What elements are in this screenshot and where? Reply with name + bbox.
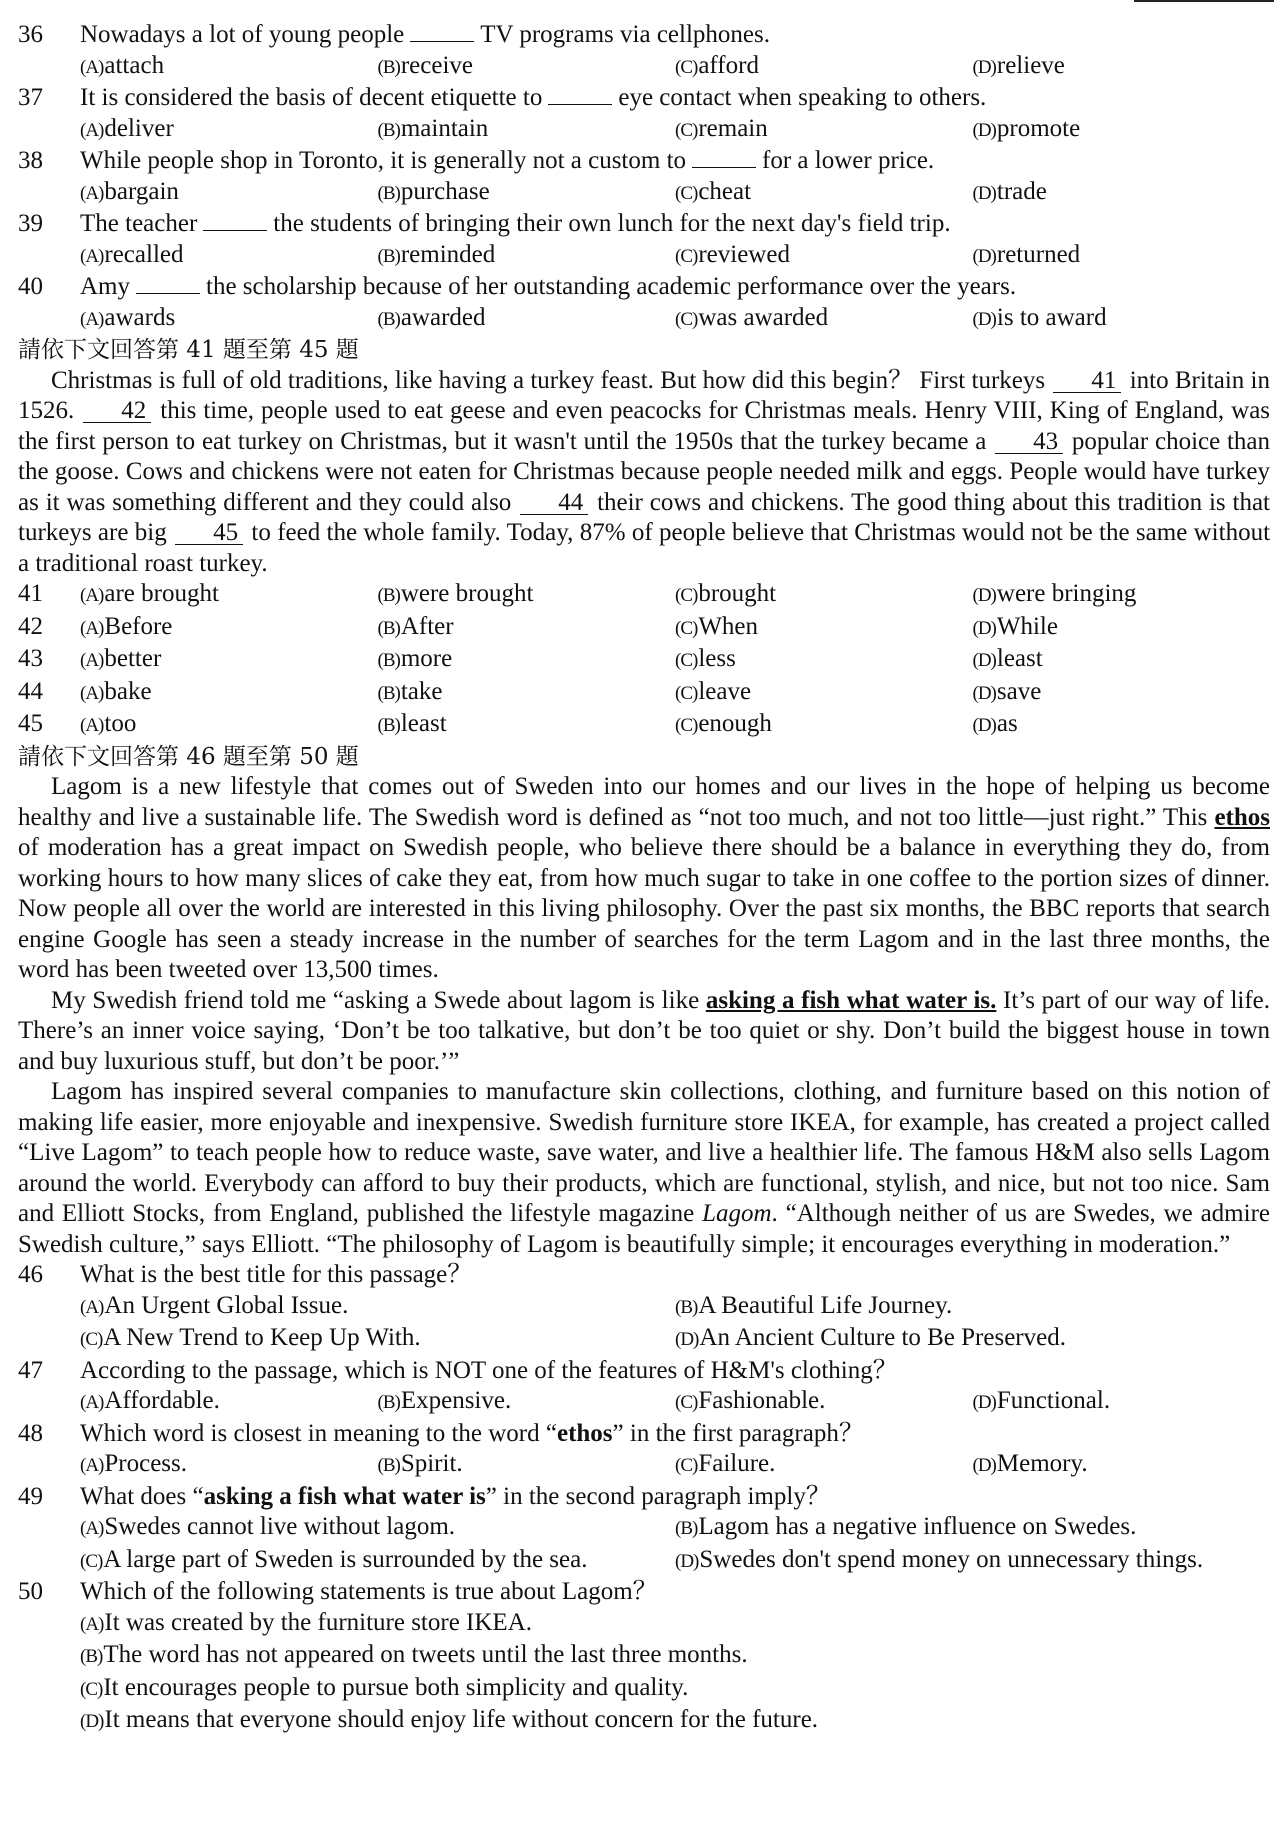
option-b: (B)least <box>377 710 447 737</box>
blank-42: 42 <box>83 400 151 423</box>
option-d: (D)promote <box>972 114 1081 142</box>
option-a: (A)awards <box>80 303 176 331</box>
option-c: (C)leave <box>675 677 752 705</box>
question-41: 41 (A)are brought (B)were brought (C)brought (D)were bringing <box>18 579 1270 612</box>
option-b: (B)were brought <box>377 580 534 607</box>
option-c: (C)enough <box>675 710 772 737</box>
option-b: (B)awarded <box>377 303 486 331</box>
question-stem-end: the scholarship because of her outstanding academic performance over the years. <box>206 273 1017 300</box>
options-40 <box>18 303 1270 336</box>
option-a: (A)It was created by the furniture store IKEA. <box>80 1608 533 1636</box>
question-50: 50 Which of the following statements is true about Lagom？ <box>18 1578 658 1605</box>
options-49-cd <box>18 1545 1270 1578</box>
option-a: (A)are brought <box>80 580 219 607</box>
option-b: (B)more <box>377 645 453 672</box>
option-b: (B)After <box>377 612 454 640</box>
question-number: 36 <box>18 21 43 48</box>
question-40 <box>18 272 1270 303</box>
top-rule <box>1134 0 1274 2</box>
exam-page <box>18 20 1270 1738</box>
question-43: 43 (A)better (B)more (C)less (D)least <box>18 644 1270 677</box>
option-a: (A)better <box>80 645 162 672</box>
option-b: (B)Lagom has a negative influence on Swedes. <box>675 1513 1137 1540</box>
options-47 <box>18 1386 1270 1419</box>
option-b: (B)receive <box>377 51 473 79</box>
question-42: 42 (A)Before (B)After (C)When (D)While <box>18 612 1270 645</box>
question-stem: Nowadays a lot of young people <box>80 21 405 48</box>
option-d: (D)save <box>972 677 1042 705</box>
question-46: 46 What is the best title for this passage？ <box>18 1261 473 1288</box>
question-stem: It is considered the basis of decent etiquette to <box>80 84 543 111</box>
question-stem: While people shop in Toronto, it is generally not a custom to <box>80 147 687 174</box>
section-heading-41-45: 請依下文回答第 41 題至第 45 題 <box>18 337 359 363</box>
answer-blank <box>692 147 756 168</box>
option-a: (A)An Urgent Global Issue. <box>80 1291 349 1319</box>
option-d: (D)trade <box>972 177 1047 205</box>
option-d: (D)An Ancient Culture to Be Preserved. <box>675 1324 1066 1351</box>
blank-43: 43 <box>995 431 1063 454</box>
reading-paragraph-3: Lagom has inspired several companies to manufacture skin collections, clothing, and furniture based on this notion of making life easier, more enjoyable and inexpensive. Swedish furniture store IKEA, for example, has created a project called “Live Lagom” to teach people how to reduce waste, save water, and live a healthier life. The famous H&M also sells Lagom around the world. Everybody can afford to buy their products, which are functional, stylish, and nice, but not too nice. Sam and Elliott Stocks, from England, published the lifestyle magazine Lagom. “Although neither of us are Swedes, we admire Swedish culture,” says Elliott. “The philosophy of Lagom is beautifully simple; it encourages everything in moderation.” <box>18 1078 1270 1258</box>
answer-blank <box>548 84 612 105</box>
section-heading-46-50: 請依下文回答第 46 題至第 50 題 <box>18 743 359 770</box>
option-c: (C)A New Trend to Keep Up With. <box>80 1324 421 1351</box>
option-c: (C)Failure. <box>675 1450 776 1477</box>
option-c: (C)cheat <box>675 177 752 205</box>
answer-blank <box>136 273 200 294</box>
options-39 <box>18 240 1270 273</box>
options-49 <box>18 1512 1270 1545</box>
question-stem-end: for a lower price. <box>762 147 935 174</box>
question-number: 37 <box>18 84 43 111</box>
options-50 <box>18 1608 1270 1738</box>
option-b: (B)maintain <box>377 114 489 142</box>
option-a: (A)bake <box>80 677 152 705</box>
option-c: (C)When <box>675 612 759 640</box>
option-d: (D)returned <box>972 240 1081 268</box>
question-39 <box>18 209 1270 240</box>
question-49: 49 What does “asking a fish what water is” in the second paragraph imply？ <box>18 1482 831 1510</box>
option-b: (B)The word has not appeared on tweets until the last three months. <box>80 1641 748 1668</box>
blank-45: 45 <box>175 522 243 545</box>
option-c: (C)A large part of Sweden is surrounded by the sea. <box>80 1545 588 1573</box>
option-a: (A)recalled <box>80 240 184 268</box>
option-a: (A)too <box>80 710 137 737</box>
options-46-cd <box>18 1323 1270 1356</box>
option-c: (C)reviewed <box>675 240 790 268</box>
option-b: (B)Spirit. <box>377 1450 463 1477</box>
blank-44: 44 <box>520 492 588 515</box>
option-b: (B)A Beautiful Life Journey. <box>675 1291 953 1319</box>
answer-blank <box>410 21 474 42</box>
options-38 <box>18 177 1270 210</box>
question-45: 45 (A)too (B)least (C)enough (D)as <box>18 709 1270 742</box>
highlight-fish-phrase: asking a fish what water is. <box>705 986 997 1014</box>
option-d: (D)least <box>972 645 1043 672</box>
option-a: (A)deliver <box>80 114 174 142</box>
option-c: (C)It encourages people to pursue both simplicity and quality. <box>80 1673 689 1701</box>
magazine-title: Lagom <box>702 1200 772 1227</box>
option-d: (D)Functional. <box>972 1387 1111 1414</box>
answer-blank <box>203 210 267 231</box>
question-stem-end: the students of bringing their own lunch for the next day's field trip. <box>273 210 951 237</box>
reading-paragraph-2: My Swedish friend told me “asking a Swede about lagom is like asking a fish what water is. It’s part of our way of life. There’s an inner voice saying, ‘Don’t be too talkative, but don’t be too quiet or shy. Don’t build the biggest house in town and buy luxurious stuff, but don’t be poor.’” <box>18 986 1271 1075</box>
question-37 <box>18 83 1270 114</box>
question-number: 38 <box>18 147 43 174</box>
cloze-passage: Christmas is full of old traditions, like having a turkey feast. But how did this begin？ First turkeys 41 into Britain in 1526. 42 this time, people used to eat geese and even peacocks for Christmas meals. Henry VIII, King of England, was the first person to eat turkey on Christmas, but it wasn't until the 1950s that the turkey became a 43 popular choice than the goose. Cows and chickens were not eaten for Christmas because people needed milk and eggs. People would have turkey as it was something different and they could also 44 their cows and chickens. The good thing about this tradition is that turkeys are big 45 to feed the whole family. Today, 87% of people believe that Christmas would not be the same without a traditional roast turkey. <box>18 366 1271 577</box>
option-d: (D)is to award <box>972 303 1107 331</box>
option-d: (D)as <box>972 710 1018 737</box>
options-37 <box>18 114 1270 147</box>
question-stem-end: eye contact when speaking to others. <box>618 84 987 111</box>
option-c: (C)brought <box>675 580 777 607</box>
reading-paragraph-1: Lagom is a new lifestyle that comes out of Sweden into our homes and our lives in the hope of helping us become healthy and live a sustainable life. The Swedish word is defined as “not too much, and not too little—just right.” This ethos of moderation has a great impact on Swedish people, who believe there should be a balance in everything they do, from working hours to how many slices of cake they eat, from how much sugar to take in one coffee to the portion sizes of dinner. Now people all over the world are interested in this living philosophy. Over the past six months, the BBC reports that search engine Google has seen a steady increase in the number of searches for the term Lagom and in the last three months, the word has been tweeted over 13,500 times. <box>18 773 1270 983</box>
question-47: 47 According to the passage, which is NOT one of the features of H&M's clothing？ <box>18 1356 898 1384</box>
question-stem: The teacher <box>80 210 198 237</box>
option-a: (A)Process. <box>80 1450 188 1477</box>
option-c: (C)afford <box>675 51 759 79</box>
question-number: 39 <box>18 210 43 237</box>
option-d: (D)relieve <box>972 51 1065 79</box>
question-36 <box>18 20 1270 51</box>
option-d: (D)It means that everyone should enjoy life without concern for the future. <box>80 1706 819 1733</box>
option-a: (A)bargain <box>80 177 179 205</box>
options-46 <box>18 1291 1270 1324</box>
option-c: (C)Fashionable. <box>675 1387 826 1414</box>
option-c: (C)was awarded <box>675 303 829 331</box>
option-b: (B)reminded <box>377 240 496 268</box>
question-38 <box>18 146 1270 177</box>
option-a: (A)Affordable. <box>80 1387 220 1414</box>
question-44: 44 (A)bake (B)take (C)leave (D)save <box>18 677 1270 710</box>
option-b: (B)take <box>377 677 443 705</box>
option-a: (A)Swedes cannot live without lagom. <box>80 1513 456 1540</box>
option-d: (D)While <box>972 612 1058 640</box>
blank-41: 41 <box>1053 370 1121 393</box>
highlight-ethos: ethos <box>1214 803 1270 831</box>
question-48: 48 Which word is closest in meaning to the word “ethos” in the first paragraph？ <box>18 1419 864 1447</box>
option-b: (B)Expensive. <box>377 1387 512 1414</box>
question-number: 40 <box>18 273 43 300</box>
options-36 <box>18 51 1270 84</box>
options-48 <box>18 1449 1270 1482</box>
question-stem: Amy <box>80 273 130 300</box>
option-b: (B)purchase <box>377 177 490 205</box>
option-a: (A)attach <box>80 51 165 79</box>
question-stem-end: TV programs via cellphones. <box>480 21 770 48</box>
option-c: (C)less <box>675 645 736 672</box>
option-c: (C)remain <box>675 114 768 142</box>
option-d: (D)Swedes don't spend money on unnecessary things. <box>675 1545 1204 1573</box>
option-d: (D)Memory. <box>972 1450 1088 1477</box>
option-a: (A)Before <box>80 612 173 640</box>
option-d: (D)were bringing <box>972 580 1137 607</box>
